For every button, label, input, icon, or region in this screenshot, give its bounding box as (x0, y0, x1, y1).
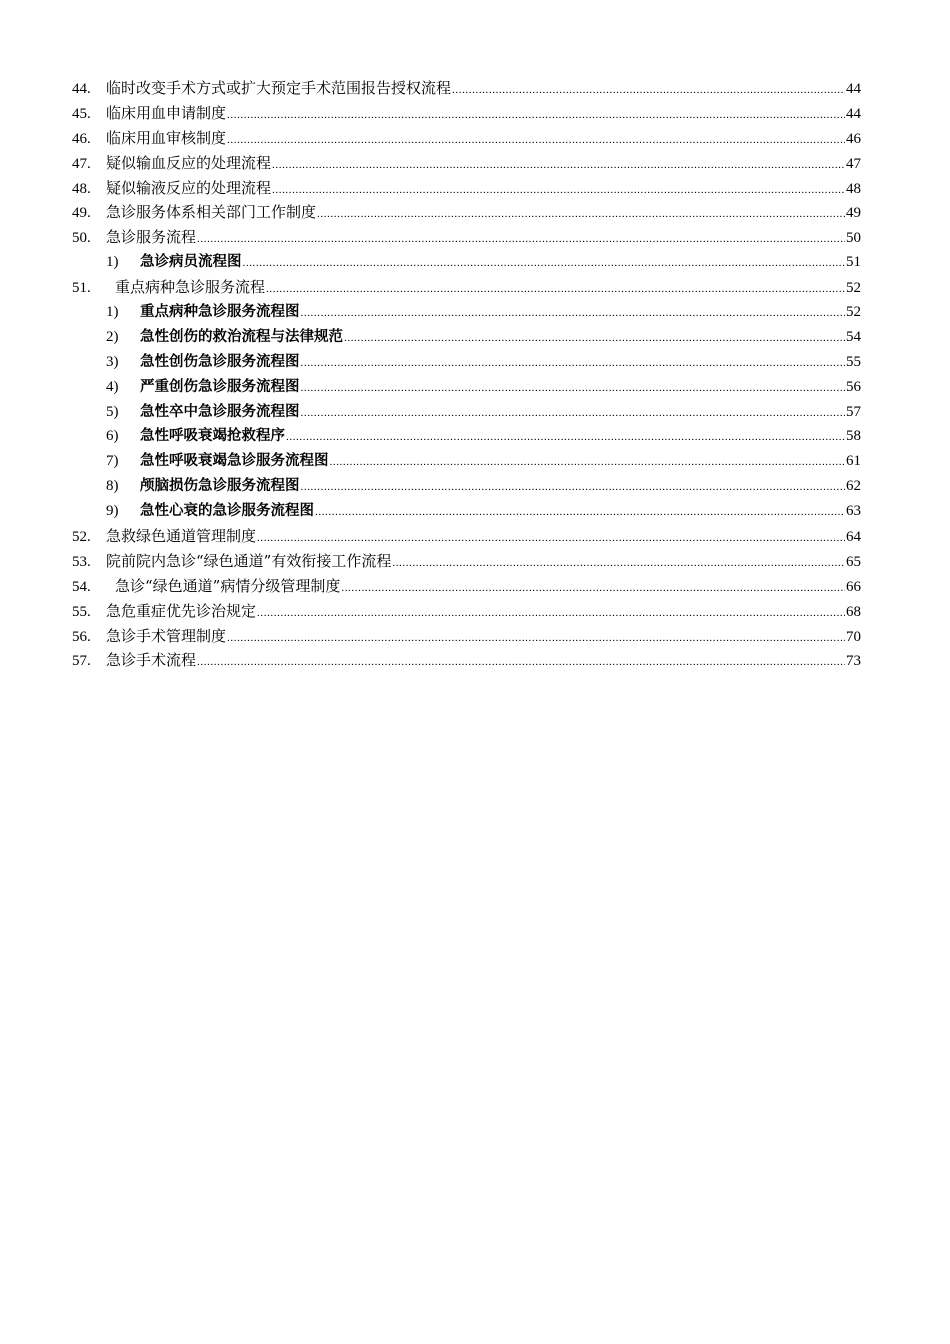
toc-entry-number: 47. (72, 155, 91, 172)
toc-subentry-number: 1) (106, 254, 119, 271)
toc-subentry-number: 7) (106, 453, 119, 470)
toc-dot-leader (272, 178, 845, 203)
toc-subentry-number: 2) (106, 328, 119, 345)
toc-dot-leader (301, 301, 846, 326)
toc-entry-title: 临床用血审核制度 (106, 128, 227, 147)
toc-subentry-title: 急性呼吸衰竭急诊服务流程图 (140, 453, 329, 470)
toc-entry[interactable] (72, 76, 861, 101)
toc-subentry[interactable] (72, 449, 861, 474)
toc-entry-number: 50. (72, 230, 91, 247)
toc-subentry-page: 57 (846, 403, 861, 420)
toc-entry-number: 49. (72, 205, 91, 222)
toc-dot-leader (243, 251, 846, 276)
toc-subentry-page: 55 (846, 353, 861, 370)
toc-subentry-page: 61 (846, 453, 861, 470)
toc-entry[interactable] (72, 624, 861, 649)
toc-entry[interactable] (72, 176, 861, 201)
toc-dot-leader (344, 326, 845, 351)
toc-entry-title: 急诊“绿色通道”病情分级管理制度 (115, 576, 341, 595)
toc-entry-title: 疑似输液反应的处理流程 (106, 178, 272, 197)
toc-dot-leader (266, 277, 845, 302)
toc-dot-leader (301, 376, 846, 401)
toc-entry-page: 70 (846, 628, 861, 645)
toc-subentry-title: 急性卒中急诊服务流程图 (140, 403, 300, 420)
toc-subentry-number: 6) (106, 428, 119, 445)
toc-entry-number: 55. (72, 603, 91, 620)
toc-entry-title: 临床用血申请制度 (106, 103, 227, 122)
toc-dot-leader (317, 202, 845, 227)
toc-entry-page: 47 (846, 155, 861, 172)
toc-entry-title: 急诊服务体系相关部门工作制度 (106, 203, 317, 222)
toc-subentry[interactable] (72, 424, 861, 449)
toc-subentry-title: 急性创伤的救治流程与法律规范 (140, 328, 343, 345)
toc-entry-title: 急救绿色通道管理制度 (106, 527, 257, 546)
toc-subentry-title: 重点病种急诊服务流程图 (140, 304, 300, 321)
toc-subentry[interactable] (72, 300, 861, 325)
toc-subentry-title: 急诊病员流程图 (140, 254, 242, 271)
toc-entry[interactable] (72, 648, 861, 673)
toc-entry-number: 51. (72, 280, 91, 297)
toc-subentry-number: 9) (106, 503, 119, 520)
toc-entry-page: 68 (846, 603, 861, 620)
toc-dot-leader (227, 626, 845, 651)
toc-dot-leader (341, 576, 845, 601)
toc-subentry-title: 颅脑损伤急诊服务流程图 (140, 478, 300, 495)
toc-entry-number: 48. (72, 180, 91, 197)
toc-subentry[interactable] (72, 350, 861, 375)
toc-entry-page: 73 (846, 653, 861, 670)
toc-entry-page: 50 (846, 230, 861, 247)
toc-dot-leader (197, 650, 845, 675)
toc-entry-title: 急诊手术管理制度 (106, 626, 227, 645)
toc-entry[interactable] (72, 524, 861, 549)
toc-subentry-number: 1) (106, 304, 119, 321)
toc-dot-leader (315, 500, 845, 525)
toc-subentry[interactable] (72, 250, 861, 275)
toc-entry[interactable] (72, 200, 861, 225)
toc-dot-leader (301, 401, 846, 426)
toc-dot-leader (301, 351, 846, 376)
toc-entry[interactable] (72, 574, 861, 599)
toc-entry-page: 44 (846, 105, 861, 122)
toc-entry-number: 45. (72, 105, 91, 122)
toc-entry-page: 48 (846, 180, 861, 197)
toc-dot-leader (197, 227, 845, 252)
toc-entry-page: 66 (846, 578, 861, 595)
toc-dot-leader (392, 551, 845, 576)
toc-entry[interactable] (72, 151, 861, 176)
toc-entry-page: 65 (846, 553, 861, 570)
toc-subentry[interactable] (72, 400, 861, 425)
toc-subentry-page: 58 (846, 428, 861, 445)
toc-dot-leader (257, 526, 845, 551)
toc-dot-leader (330, 450, 846, 475)
toc-subentry[interactable] (72, 325, 861, 350)
toc-entry-page: 52 (846, 280, 861, 297)
toc-dot-leader (227, 128, 845, 153)
table-of-contents (72, 76, 861, 673)
toc-subentry-page: 54 (846, 328, 861, 345)
toc-subentry-title: 急性心衰的急诊服务流程图 (140, 503, 314, 520)
toc-entry-page: 64 (846, 529, 861, 546)
toc-entry[interactable] (72, 599, 861, 624)
toc-dot-leader (257, 601, 845, 626)
toc-subentry-number: 4) (106, 378, 119, 395)
toc-entry[interactable] (72, 126, 861, 151)
toc-subentry-title: 急性呼吸衰竭抢救程序 (140, 428, 285, 445)
toc-subentry-page: 63 (846, 503, 861, 520)
toc-entry-title: 急危重症优先诊治规定 (106, 601, 257, 620)
toc-entry-page: 46 (846, 130, 861, 147)
toc-entry[interactable] (72, 275, 861, 300)
toc-subentry-page: 56 (846, 378, 861, 395)
toc-subentry[interactable] (72, 375, 861, 400)
toc-dot-leader (286, 425, 845, 450)
toc-entry-title: 急诊服务流程 (106, 228, 197, 247)
toc-subentry-number: 8) (106, 478, 119, 495)
toc-entry-title: 急诊手术流程 (106, 651, 197, 670)
toc-entry-title: 临时改变手术方式或扩大预定手术范围报告授权流程 (106, 79, 452, 97)
toc-entry-title: 院前院内急诊“绿色通道”有效衔接工作流程 (106, 551, 392, 570)
toc-entry-title: 疑似输血反应的处理流程 (106, 153, 272, 172)
toc-entry-number: 57. (72, 653, 91, 670)
toc-dot-leader (301, 475, 846, 500)
toc-subentry-page: 51 (846, 254, 861, 271)
toc-entry[interactable] (72, 225, 861, 250)
toc-entry-number: 46. (72, 130, 91, 147)
toc-subentry-number: 3) (106, 353, 119, 370)
toc-subentry-page: 52 (846, 304, 861, 321)
toc-entry[interactable] (72, 101, 861, 126)
toc-subentry-title: 急性创伤急诊服务流程图 (140, 353, 300, 370)
toc-subentry[interactable] (72, 499, 861, 524)
toc-entry-number: 54. (72, 578, 91, 595)
toc-subentry-title: 严重创伤急诊服务流程图 (140, 378, 300, 395)
toc-entry-page: 44 (846, 81, 861, 97)
toc-entry[interactable] (72, 549, 861, 574)
toc-subentry-page: 62 (846, 478, 861, 495)
toc-subentry-number: 5) (106, 403, 119, 420)
toc-dot-leader (452, 78, 845, 103)
toc-entry-page: 49 (846, 205, 861, 222)
toc-entry-number: 44. (72, 81, 91, 97)
toc-dot-leader (272, 153, 845, 178)
toc-dot-leader (227, 103, 845, 128)
toc-entry-number: 52. (72, 529, 91, 546)
toc-entry-number: 53. (72, 553, 91, 570)
toc-entry-title: 重点病种急诊服务流程 (115, 278, 266, 297)
toc-entry-number: 56. (72, 628, 91, 645)
toc-subentry[interactable] (72, 474, 861, 499)
